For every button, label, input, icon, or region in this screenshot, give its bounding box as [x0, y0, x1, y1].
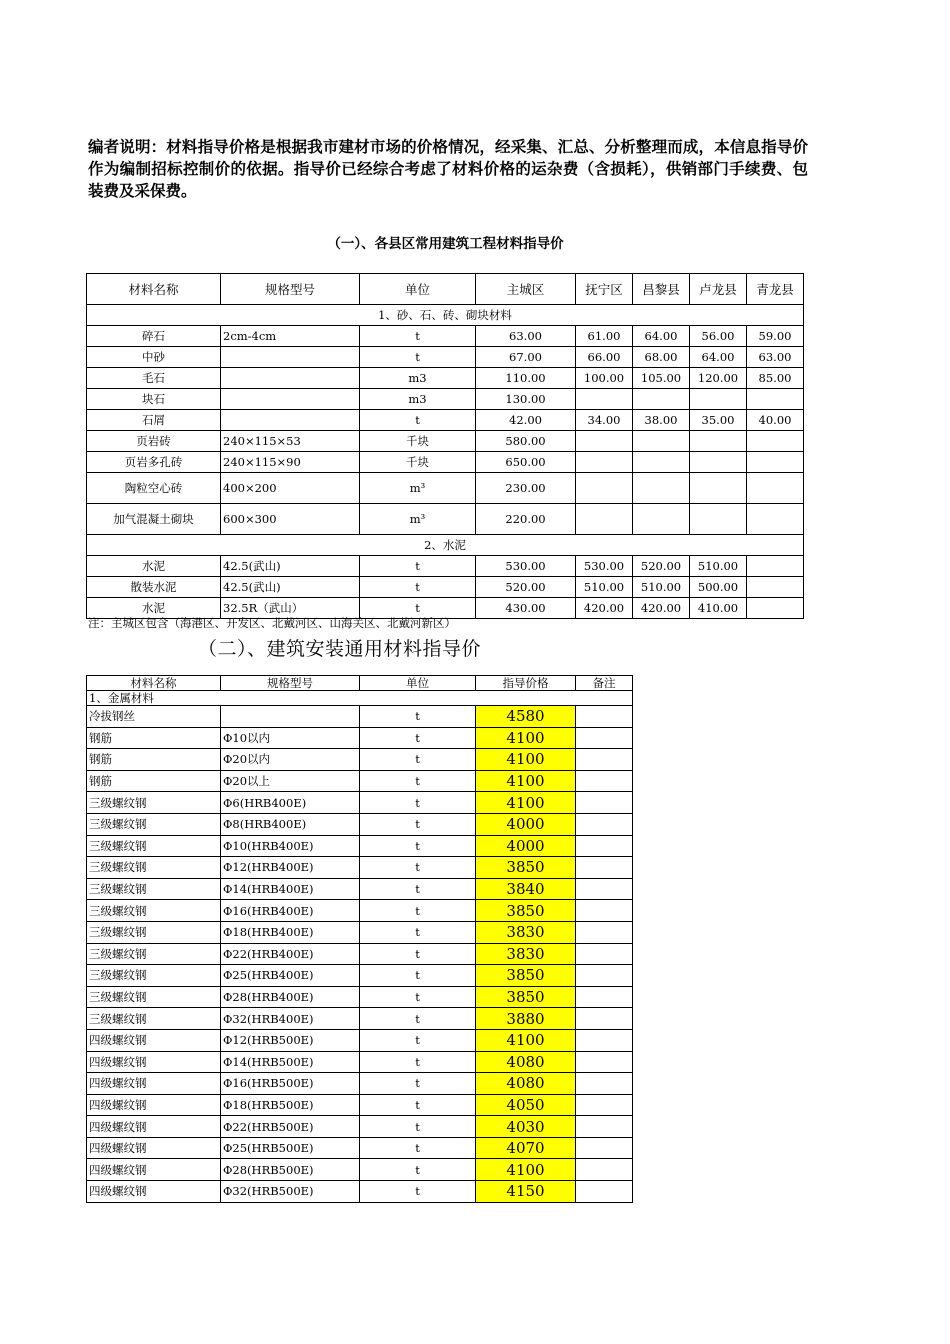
- cell-unit: t: [360, 749, 476, 771]
- group-header-row: [87, 305, 804, 326]
- cell-spec: Φ16(HRB400E): [221, 900, 360, 922]
- cell-name: 钢筋: [87, 770, 221, 792]
- cell-funing: [576, 389, 633, 410]
- cell-spec: 2cm-4cm: [221, 326, 360, 347]
- cell-spec: 600×300: [221, 504, 360, 535]
- cell-name: 三级螺纹钢: [87, 878, 221, 900]
- table-row: [87, 965, 633, 987]
- table-row: [87, 770, 633, 792]
- cell-name: 加气混凝土砌块: [87, 504, 221, 535]
- cell-spec: 32.5R（武山）: [221, 598, 360, 619]
- cell-name: 三级螺纹钢: [87, 857, 221, 879]
- cell-spec: 42.5(武山): [221, 577, 360, 598]
- cell-unit: m3: [360, 389, 476, 410]
- cell-funing: 61.00: [576, 326, 633, 347]
- column-header: 单位: [360, 676, 476, 691]
- cell-remark: [576, 857, 633, 879]
- cell-remark: [576, 921, 633, 943]
- cell-name: 三级螺纹钢: [87, 965, 221, 987]
- cell-price: 3830: [476, 921, 576, 943]
- section1-title: （一）、各县区常用建筑工程材料指导价: [327, 236, 564, 252]
- cell-funing: [576, 473, 633, 504]
- cell-name: 四级螺纹钢: [87, 1159, 221, 1181]
- cell-price: 4100: [476, 1159, 576, 1181]
- cell-unit: t: [360, 878, 476, 900]
- cell-unit: t: [360, 1029, 476, 1051]
- cell-main: 430.00: [476, 598, 576, 619]
- cell-remark: [576, 1008, 633, 1030]
- cell-name: 碎石: [87, 326, 221, 347]
- cell-changli: [633, 452, 690, 473]
- cell-funing: 530.00: [576, 556, 633, 577]
- cell-remark: [576, 792, 633, 814]
- cell-spec: Φ25(HRB500E): [221, 1137, 360, 1159]
- cell-lulong: 120.00: [690, 368, 747, 389]
- column-header: 抚宁区: [576, 274, 633, 305]
- table-header-row: [87, 274, 804, 305]
- cell-spec: Φ28(HRB500E): [221, 1159, 360, 1181]
- cell-spec: Φ18(HRB400E): [221, 921, 360, 943]
- cell-name: 水泥: [87, 598, 221, 619]
- cell-lulong: [690, 473, 747, 504]
- group-label: 2、水泥: [87, 535, 804, 556]
- cell-remark: [576, 943, 633, 965]
- cell-name: 四级螺纹钢: [87, 1073, 221, 1095]
- cell-spec: 240×115×90: [221, 452, 360, 473]
- cell-unit: t: [360, 410, 476, 431]
- column-header: 青龙县: [747, 274, 804, 305]
- cell-unit: t: [360, 857, 476, 879]
- cell-name: 水泥: [87, 556, 221, 577]
- table-row: [87, 431, 804, 452]
- cell-spec: Φ14(HRB400E): [221, 878, 360, 900]
- table-row: [87, 1051, 633, 1073]
- column-header: 材料名称: [87, 676, 221, 691]
- column-header: 单位: [360, 274, 476, 305]
- cell-qinglong: [747, 577, 804, 598]
- cell-spec: Φ22(HRB400E): [221, 943, 360, 965]
- table-row: [87, 326, 804, 347]
- cell-remark: [576, 727, 633, 749]
- cell-spec: Φ12(HRB400E): [221, 857, 360, 879]
- cell-price: 4030: [476, 1116, 576, 1138]
- cell-qinglong: 85.00: [747, 368, 804, 389]
- cell-name: 三级螺纹钢: [87, 1008, 221, 1030]
- cell-name: 钢筋: [87, 749, 221, 771]
- cell-name: 三级螺纹钢: [87, 813, 221, 835]
- cell-unit: m³: [360, 504, 476, 535]
- cell-qinglong: 63.00: [747, 347, 804, 368]
- column-header: 规格型号: [221, 274, 360, 305]
- cell-lulong: [690, 389, 747, 410]
- cell-unit: t: [360, 921, 476, 943]
- cell-price: 3850: [476, 965, 576, 987]
- cell-price: 4000: [476, 813, 576, 835]
- table-row: [87, 1094, 633, 1116]
- cell-name: 四级螺纹钢: [87, 1181, 221, 1203]
- cell-main: 650.00: [476, 452, 576, 473]
- cell-unit: t: [360, 706, 476, 728]
- table-header-row: [87, 676, 633, 691]
- table-row: [87, 504, 804, 535]
- cell-lulong: 410.00: [690, 598, 747, 619]
- table-row: [87, 878, 633, 900]
- cell-unit: t: [360, 727, 476, 749]
- cell-main: 230.00: [476, 473, 576, 504]
- cell-price: 4100: [476, 1029, 576, 1051]
- cell-spec: [221, 706, 360, 728]
- cell-spec: 42.5(武山): [221, 556, 360, 577]
- table-row: [87, 473, 804, 504]
- cell-spec: Φ8(HRB400E): [221, 813, 360, 835]
- cell-unit: 千块: [360, 431, 476, 452]
- cell-unit: t: [360, 965, 476, 987]
- cell-changli: 64.00: [633, 326, 690, 347]
- cell-unit: t: [360, 835, 476, 857]
- county-price-table: [86, 273, 804, 619]
- column-header: 指导价格: [476, 676, 576, 691]
- cell-changli: 105.00: [633, 368, 690, 389]
- cell-spec: Φ32(HRB400E): [221, 1008, 360, 1030]
- cell-name: 四级螺纹钢: [87, 1051, 221, 1073]
- cell-main: 220.00: [476, 504, 576, 535]
- cell-qinglong: [747, 452, 804, 473]
- cell-qinglong: [747, 598, 804, 619]
- table-row: [87, 347, 804, 368]
- column-header: 规格型号: [221, 676, 360, 691]
- cell-lulong: 56.00: [690, 326, 747, 347]
- cell-spec: Φ20以内: [221, 749, 360, 771]
- cell-unit: t: [360, 347, 476, 368]
- table-row: [87, 1137, 633, 1159]
- cell-remark: [576, 1073, 633, 1095]
- cell-spec: Φ14(HRB500E): [221, 1051, 360, 1073]
- cell-remark: [576, 1094, 633, 1116]
- cell-funing: 66.00: [576, 347, 633, 368]
- cell-spec: Φ25(HRB400E): [221, 965, 360, 987]
- cell-lulong: 64.00: [690, 347, 747, 368]
- cell-remark: [576, 770, 633, 792]
- cell-main: 520.00: [476, 577, 576, 598]
- cell-remark: [576, 986, 633, 1008]
- cell-spec: 400×200: [221, 473, 360, 504]
- cell-price: 4050: [476, 1094, 576, 1116]
- group-label: 1、砂、石、砖、砌块材料: [87, 305, 804, 326]
- cell-funing: [576, 452, 633, 473]
- cell-lulong: 35.00: [690, 410, 747, 431]
- cell-unit: t: [360, 1137, 476, 1159]
- cell-spec: Φ12(HRB500E): [221, 1029, 360, 1051]
- cell-price: 4100: [476, 770, 576, 792]
- cell-changli: 38.00: [633, 410, 690, 431]
- cell-remark: [576, 1116, 633, 1138]
- cell-unit: t: [360, 1094, 476, 1116]
- cell-qinglong: [747, 389, 804, 410]
- cell-spec: [221, 410, 360, 431]
- cell-remark: [576, 878, 633, 900]
- table-row: [87, 943, 633, 965]
- cell-name: 散装水泥: [87, 577, 221, 598]
- table-row: [87, 389, 804, 410]
- cell-name: 冷拔钢丝: [87, 706, 221, 728]
- cell-unit: t: [360, 1051, 476, 1073]
- cell-unit: t: [360, 1159, 476, 1181]
- cell-unit: m3: [360, 368, 476, 389]
- cell-changli: [633, 431, 690, 452]
- cell-remark: [576, 1137, 633, 1159]
- cell-price: 4100: [476, 727, 576, 749]
- cell-unit: t: [360, 900, 476, 922]
- table-row: [87, 857, 633, 879]
- table-row: [87, 813, 633, 835]
- cell-remark: [576, 706, 633, 728]
- cell-price: 4080: [476, 1073, 576, 1095]
- cell-lulong: 500.00: [690, 577, 747, 598]
- cell-spec: [221, 347, 360, 368]
- cell-funing: [576, 504, 633, 535]
- table-row: [87, 792, 633, 814]
- cell-unit: t: [360, 1181, 476, 1203]
- cell-price: 4070: [476, 1137, 576, 1159]
- cell-funing: 34.00: [576, 410, 633, 431]
- cell-unit: t: [360, 792, 476, 814]
- cell-price: 3880: [476, 1008, 576, 1030]
- cell-lulong: [690, 452, 747, 473]
- cell-remark: [576, 835, 633, 857]
- cell-remark: [576, 1029, 633, 1051]
- cell-name: 三级螺纹钢: [87, 835, 221, 857]
- cell-unit: t: [360, 326, 476, 347]
- cell-funing: 100.00: [576, 368, 633, 389]
- cell-unit: t: [360, 598, 476, 619]
- cell-name: 三级螺纹钢: [87, 943, 221, 965]
- cell-changli: 520.00: [633, 556, 690, 577]
- cell-remark: [576, 749, 633, 771]
- table-row: [87, 1029, 633, 1051]
- cell-changli: 68.00: [633, 347, 690, 368]
- cell-price: 4100: [476, 792, 576, 814]
- cell-qinglong: [747, 504, 804, 535]
- group-header-row: [87, 535, 804, 556]
- cell-spec: Φ32(HRB500E): [221, 1181, 360, 1203]
- cell-name: 四级螺纹钢: [87, 1116, 221, 1138]
- table-row: [87, 986, 633, 1008]
- cell-spec: Φ22(HRB500E): [221, 1116, 360, 1138]
- cell-unit: m³: [360, 473, 476, 504]
- cell-qinglong: 59.00: [747, 326, 804, 347]
- cell-remark: [576, 1159, 633, 1181]
- cell-price: 4100: [476, 749, 576, 771]
- cell-spec: Φ16(HRB500E): [221, 1073, 360, 1095]
- cell-name: 四级螺纹钢: [87, 1094, 221, 1116]
- cell-unit: t: [360, 986, 476, 1008]
- cell-name: 钢筋: [87, 727, 221, 749]
- cell-name: 页岩多孔砖: [87, 452, 221, 473]
- cell-unit: t: [360, 1116, 476, 1138]
- cell-spec: [221, 389, 360, 410]
- cell-spec: [221, 368, 360, 389]
- cell-lulong: [690, 431, 747, 452]
- cell-unit: t: [360, 556, 476, 577]
- table-row: [87, 749, 633, 771]
- cell-unit: t: [360, 577, 476, 598]
- cell-price: 3850: [476, 857, 576, 879]
- table-row: [87, 1073, 633, 1095]
- cell-unit: 千块: [360, 452, 476, 473]
- cell-main: 530.00: [476, 556, 576, 577]
- cell-name: 三级螺纹钢: [87, 900, 221, 922]
- cell-funing: [576, 431, 633, 452]
- cell-unit: t: [360, 1008, 476, 1030]
- general-price-table: [86, 675, 633, 1203]
- cell-spec: Φ28(HRB400E): [221, 986, 360, 1008]
- table-row: [87, 452, 804, 473]
- main-district-note: 注：主城区包含（海港区、开发区、北戴河区、山海关区、北戴河新区）: [88, 616, 456, 630]
- table-row: [87, 577, 804, 598]
- cell-name: 四级螺纹钢: [87, 1137, 221, 1159]
- cell-spec: Φ10以内: [221, 727, 360, 749]
- cell-unit: t: [360, 813, 476, 835]
- table-row: [87, 706, 633, 728]
- table-row: [87, 1181, 633, 1203]
- cell-remark: [576, 1181, 633, 1203]
- cell-spec: Φ20以上: [221, 770, 360, 792]
- cell-price: 3850: [476, 900, 576, 922]
- table-row: [87, 727, 633, 749]
- editor-note: 编者说明：材料指导价格是根据我市建材市场的价格情况，经采集、汇总、分析整理而成，本信息指导价作为编制招标控制价的依据。指导价已经综合考虑了材料价格的运杂费（含损耗），供销部门手续费、包装费及采保费。: [88, 138, 808, 200]
- cell-name: 中砂: [87, 347, 221, 368]
- cell-spec: Φ18(HRB500E): [221, 1094, 360, 1116]
- cell-price: 3830: [476, 943, 576, 965]
- cell-name: 页岩砖: [87, 431, 221, 452]
- cell-price: 4150: [476, 1181, 576, 1203]
- cell-price: 3850: [476, 986, 576, 1008]
- section2-title: （二）、建筑安装通用材料指导价: [198, 638, 482, 660]
- column-header: 材料名称: [87, 274, 221, 305]
- cell-unit: t: [360, 770, 476, 792]
- cell-spec: Φ6(HRB400E): [221, 792, 360, 814]
- cell-name: 三级螺纹钢: [87, 921, 221, 943]
- cell-unit: t: [360, 1073, 476, 1095]
- cell-spec: Φ10(HRB400E): [221, 835, 360, 857]
- cell-changli: 420.00: [633, 598, 690, 619]
- cell-main: 580.00: [476, 431, 576, 452]
- column-header: 卢龙县: [690, 274, 747, 305]
- cell-name: 四级螺纹钢: [87, 1029, 221, 1051]
- cell-price: 4580: [476, 706, 576, 728]
- cell-main: 63.00: [476, 326, 576, 347]
- category-label: 1、金属材料: [87, 691, 633, 706]
- cell-unit: t: [360, 943, 476, 965]
- cell-qinglong: [747, 431, 804, 452]
- column-header: 主城区: [476, 274, 576, 305]
- cell-name: 陶粒空心砖: [87, 473, 221, 504]
- cell-name: 块石: [87, 389, 221, 410]
- cell-spec: 240×115×53: [221, 431, 360, 452]
- cell-name: 三级螺纹钢: [87, 792, 221, 814]
- table-row: [87, 835, 633, 857]
- table-row: [87, 921, 633, 943]
- cell-qinglong: [747, 473, 804, 504]
- cell-name: 三级螺纹钢: [87, 986, 221, 1008]
- cell-price: 4000: [476, 835, 576, 857]
- cell-funing: 510.00: [576, 577, 633, 598]
- cell-main: 110.00: [476, 368, 576, 389]
- cell-main: 67.00: [476, 347, 576, 368]
- cell-main: 42.00: [476, 410, 576, 431]
- table-row: [87, 410, 804, 431]
- cell-changli: [633, 504, 690, 535]
- cell-changli: 510.00: [633, 577, 690, 598]
- cell-remark: [576, 1051, 633, 1073]
- cell-price: 3840: [476, 878, 576, 900]
- table-row: [87, 1008, 633, 1030]
- cell-price: 4080: [476, 1051, 576, 1073]
- cell-name: 石屑: [87, 410, 221, 431]
- table-row: [87, 1116, 633, 1138]
- cell-name: 毛石: [87, 368, 221, 389]
- cell-qinglong: [747, 556, 804, 577]
- cell-changli: [633, 389, 690, 410]
- cell-lulong: [690, 504, 747, 535]
- cell-funing: 420.00: [576, 598, 633, 619]
- cell-changli: [633, 473, 690, 504]
- column-header: 备注: [576, 676, 633, 691]
- cell-remark: [576, 813, 633, 835]
- column-header: 昌黎县: [633, 274, 690, 305]
- table-row: [87, 556, 804, 577]
- category-row: [87, 691, 633, 706]
- cell-remark: [576, 900, 633, 922]
- table-row: [87, 900, 633, 922]
- table-row: [87, 1159, 633, 1181]
- cell-remark: [576, 965, 633, 987]
- cell-main: 130.00: [476, 389, 576, 410]
- table-row: [87, 368, 804, 389]
- cell-lulong: 510.00: [690, 556, 747, 577]
- cell-qinglong: 40.00: [747, 410, 804, 431]
